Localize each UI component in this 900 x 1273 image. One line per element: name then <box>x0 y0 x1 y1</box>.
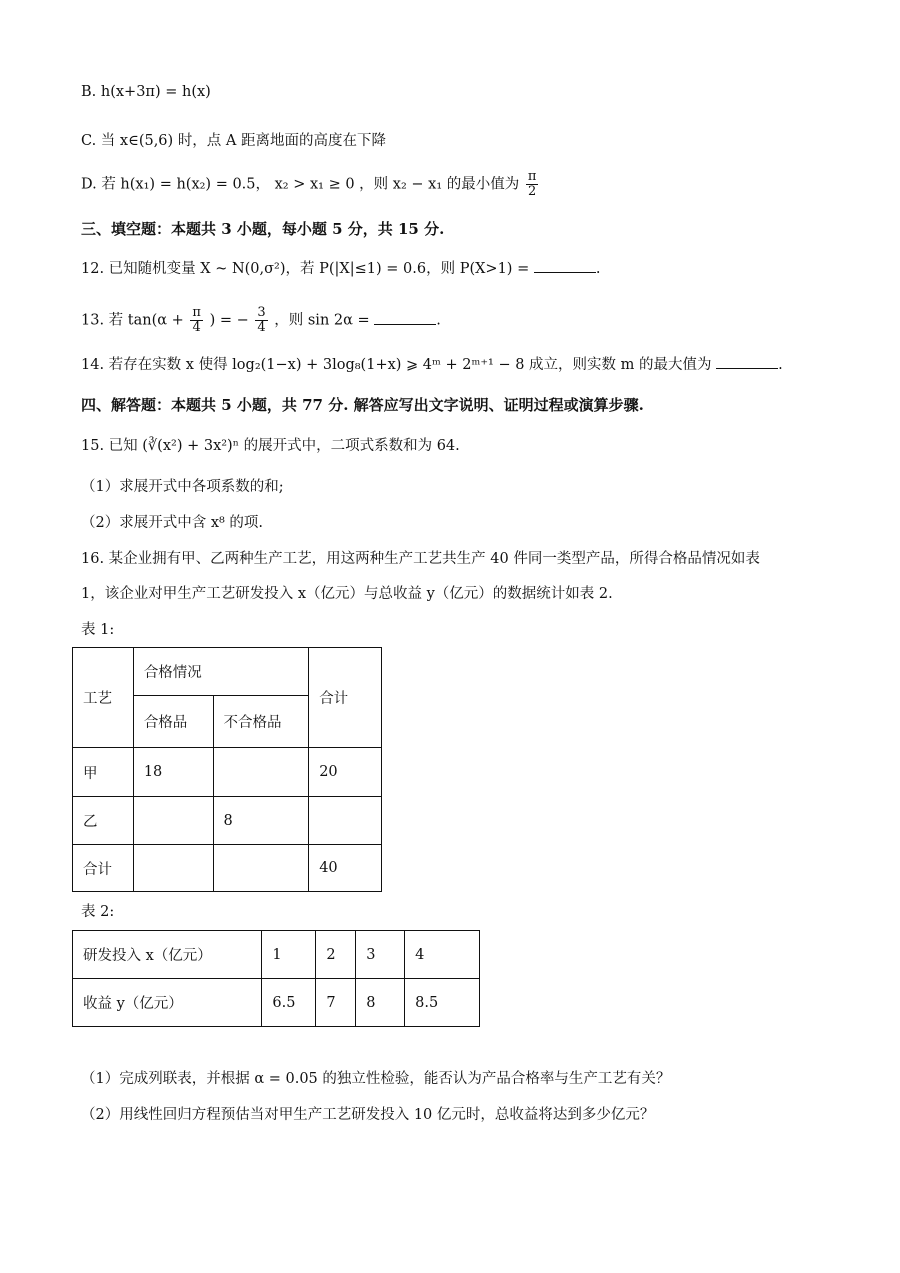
fraction-denominator: 4 <box>192 320 201 335</box>
table-row <box>73 797 382 845</box>
question-14-text: 14. 若存在实数 x 使得 log₂(1−x) + 3log₈(1+x) ⩾ 4ᵐ + 2ᵐ⁺¹ − 8 成立，则实数 m 的最大值为 <box>81 357 712 373</box>
table-row <box>73 845 382 892</box>
table-cell: 3 <box>356 931 405 979</box>
fraction-denominator: 2 <box>527 184 537 199</box>
q13-fraction-pi-over-4 <box>190 306 203 335</box>
table-2 <box>72 930 480 1027</box>
question-15-part-1: （1）求展开式中各项系数的和; <box>81 479 284 495</box>
fraction-numerator: π <box>192 305 201 320</box>
table-cell: 7 <box>316 979 356 1027</box>
question-13-prefix: 13. 若 tan(α + <box>81 312 184 329</box>
period: . <box>778 357 783 373</box>
section-3-heading: 三、填空题：本题共 3 小题，每小题 5 分，共 15 分. <box>81 220 445 238</box>
fraction-numerator: 3 <box>257 305 266 320</box>
option-c-interval: x∈(5,6) <box>119 133 174 149</box>
fraction-denominator: 4 <box>257 320 266 335</box>
question-12-text: 12. 已知随机变量 X ~ N(0,σ²)，若 P(|X|≤1) = 0.6，则 P(X>1) = <box>81 261 530 277</box>
table-2-label: 表 2: <box>81 904 115 920</box>
table-1-header-total: 合计 <box>309 648 382 748</box>
answer-blank[interactable] <box>374 310 436 325</box>
answer-blank[interactable] <box>534 258 596 273</box>
table-cell[interactable]: 20 <box>309 748 382 797</box>
option-c-prefix: C. 当 <box>81 133 116 149</box>
question-16-line-2: 1，该企业对甲生产工艺研发投入 x（亿元）与总收益 y（亿元）的数据统计如表 2. <box>81 586 613 602</box>
question-14 <box>81 354 783 376</box>
question-16-part-1: （1）完成列联表，并根据 α = 0.05 的独立性检验，能否认为产品合格率与生产工艺有关？ <box>81 1071 671 1087</box>
section-4-heading: 四、解答题：本题共 5 小题，共 77 分. 解答应写出文字说明、证明过程或演算步骤. <box>81 396 644 414</box>
table-cell[interactable] <box>213 748 309 797</box>
period: . <box>595 261 601 277</box>
table-cell[interactable]: 8 <box>213 797 309 845</box>
table-cell[interactable] <box>213 845 309 892</box>
question-12 <box>81 258 600 280</box>
table-row <box>73 748 382 797</box>
table-2-row-2-label: 收益 y（亿元） <box>73 979 262 1027</box>
table-1-label: 表 1: <box>81 622 115 638</box>
table-1-header-fail: 不合格品 <box>213 696 309 748</box>
option-d-fraction <box>526 170 539 199</box>
question-16-line-1: 16. 某企业拥有甲、乙两种生产工艺，用这两种生产工艺共生产 40 件同一类型产品，所得合格品情况如表 <box>81 551 760 567</box>
table-row <box>73 979 480 1027</box>
question-15-part-2: （2）求展开式中含 x⁸ 的项. <box>81 515 264 531</box>
table-cell[interactable]: 18 <box>133 748 213 797</box>
table-cell: 合计 <box>73 845 134 892</box>
table-cell[interactable] <box>309 797 382 845</box>
table-1 <box>72 647 382 892</box>
question-15: 15. 已知 (∛(x²) + 3x²)ⁿ 的展开式中，二项式系数和为 64. <box>81 438 460 454</box>
table-1-header-quality: 合格情况 <box>133 648 308 696</box>
answer-blank[interactable] <box>716 354 778 369</box>
option-d <box>81 170 540 199</box>
period: . <box>436 312 441 329</box>
table-cell[interactable] <box>133 845 213 892</box>
table-cell: 8 <box>356 979 405 1027</box>
table-row <box>73 931 480 979</box>
q13-fraction-3-over-4 <box>255 306 267 335</box>
option-c <box>81 130 386 152</box>
table-cell: 甲 <box>73 748 134 797</box>
table-cell: 4 <box>405 931 480 979</box>
option-c-suffix: 时，点 A 距离地面的高度在下降 <box>177 133 387 149</box>
table-1-header-pass: 合格品 <box>133 696 213 748</box>
table-cell: 2 <box>316 931 356 979</box>
table-cell[interactable]: 40 <box>309 845 382 892</box>
question-13-mid: ) = − <box>209 312 249 329</box>
table-cell[interactable] <box>133 797 213 845</box>
table-1-header-craft: 工艺 <box>73 648 134 748</box>
question-13-suffix: ，则 sin 2α = <box>274 312 370 329</box>
table-cell: 8.5 <box>405 979 480 1027</box>
option-b: B. h(x+3π) = h(x) <box>81 84 211 100</box>
table-cell: 乙 <box>73 797 134 845</box>
table-cell: 1 <box>262 931 316 979</box>
table-2-row-1-label: 研发投入 x（亿元） <box>73 931 262 979</box>
table-cell: 6.5 <box>262 979 316 1027</box>
fraction-numerator: π <box>527 169 537 184</box>
question-16-part-2: （2）用线性回归方程预估当对甲生产工艺研发投入 10 亿元时，总收益将达到多少亿元？ <box>81 1107 655 1123</box>
question-13 <box>81 306 441 335</box>
option-d-text: D. 若 h(x₁) = h(x₂) = 0.5， x₂ > x₁ ≥ 0 ，则 x₂ − x₁ 的最小值为 <box>81 176 520 193</box>
